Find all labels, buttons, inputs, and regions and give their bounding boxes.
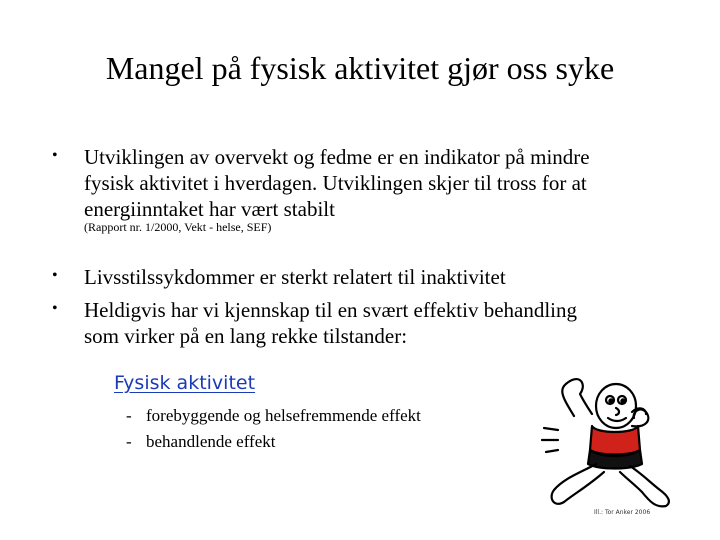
bullet-text: [84, 144, 684, 222]
physical-activity-link[interactable]: Fysisk aktivitet: [114, 372, 256, 394]
bullet-marker: •: [52, 147, 58, 164]
bullet-text: [84, 297, 684, 349]
running-cartoon-icon: [534, 368, 684, 518]
dash-marker: -: [126, 432, 132, 451]
bullet-marker: •: [52, 300, 58, 317]
bullet-line: Utviklingen av overvekt og fedme er en indikator på mindre: [84, 145, 590, 169]
bullet-line: Livsstilssykdommer er sterkt relatert til inaktivitet: [84, 265, 506, 289]
bullet-line: fysisk aktivitet i hverdagen. Utviklingen skjer til tross for at: [84, 171, 587, 195]
bullet-line: energiinntaket har vært stabilt: [84, 197, 335, 221]
bullet-text: [84, 264, 684, 290]
bullet-line: som virker på en lang rekke tilstander:: [84, 324, 408, 348]
sub-item-text: forebyggende og helsefremmende effekt: [146, 406, 421, 425]
bullet-marker: •: [52, 267, 58, 284]
cartoon-caption: Ill.: Tor Anker 2006: [594, 509, 651, 516]
bullet-line: Heldigvis har vi kjennskap til en svært effektiv behandling: [84, 298, 578, 322]
sub-item-text: behandlende effekt: [146, 432, 276, 451]
reference-note: (Rapport nr. 1/2000, Vekt - helse, SEF): [84, 220, 272, 234]
sub-list-item: [126, 405, 421, 427]
sub-list-item: [126, 431, 275, 453]
dash-marker: -: [126, 406, 132, 425]
slide-title: Mangel på fysisk aktivitet gjør oss syke: [105, 50, 615, 86]
